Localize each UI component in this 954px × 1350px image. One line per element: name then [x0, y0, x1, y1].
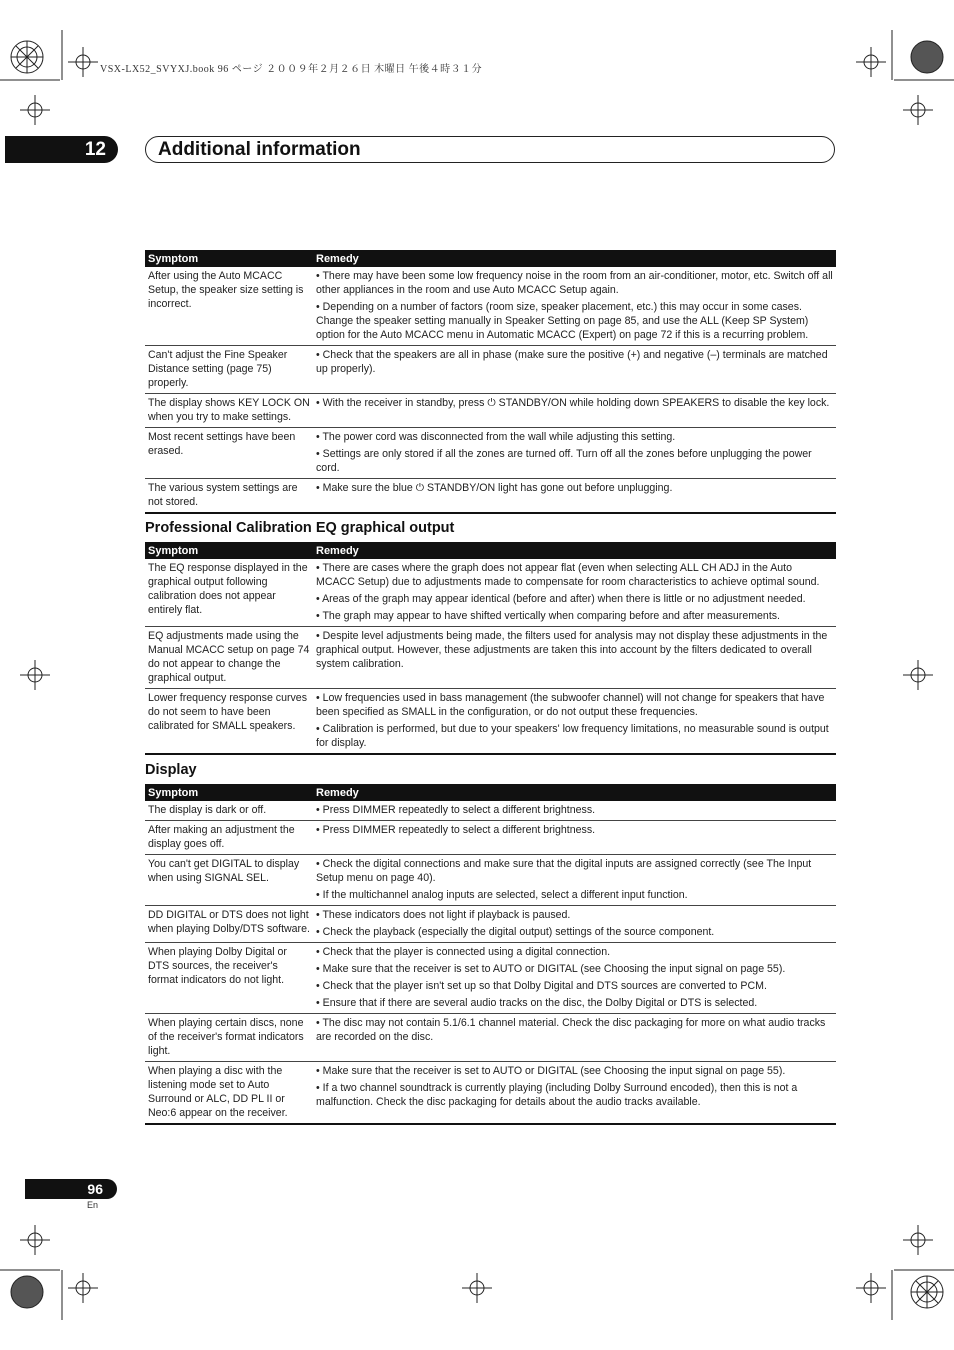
remedy-item: • Check that the player is connected using a digital connection.	[316, 946, 611, 958]
remedy-cell	[313, 689, 836, 755]
table-row	[145, 855, 836, 906]
remedy-item: • Make sure the blue ⏻ STANDBY/ON light has gone out before unplugging.	[316, 482, 673, 494]
symptom-header: Symptom	[145, 250, 313, 267]
remedy-item: • If the multichannel analog inputs are selected, select a different input function.	[316, 889, 688, 901]
symptom-header: Symptom	[145, 784, 313, 801]
symptom-cell: EQ adjustments made using the Manual MCACC setup on page 74 do not appear to change the graphical output.	[145, 627, 313, 689]
symptom-header: Symptom	[145, 542, 313, 559]
table-row	[145, 559, 836, 627]
symptom-cell: When playing certain discs, none of the receiver's format indicators light.	[145, 1014, 313, 1062]
remedy-item: • Ensure that if there are several audio tracks on the disc, the Dolby Digital or DTS is selected.	[316, 997, 758, 1009]
table-row	[145, 394, 836, 428]
remedy-item: • These indicators does not light if playback is paused.	[316, 909, 571, 921]
symptom-cell: Lower frequency response curves do not seem to have been calibrated for SMALL speakers.	[145, 689, 313, 755]
remedy-item: • The disc may not contain 5.1/6.1 channel material. Check the disc packaging for more on what audio tracks are recorded on the disc.	[316, 1017, 826, 1043]
remedy-item: • There are cases where the graph does not appear flat (even when selecting ALL CH ADJ in the Auto MCACC Setup) due to adjustments made to compensate for room characteristics to achieve optimal sound.	[316, 562, 820, 588]
section-title-eq-output: Professional Calibration EQ graphical output	[145, 520, 455, 536]
table-row	[145, 346, 836, 394]
symptom-cell: After using the Auto MCACC Setup, the speaker size setting is incorrect.	[145, 267, 313, 346]
remedy-header: Remedy	[313, 784, 836, 801]
symptom-cell: DD DIGITAL or DTS does not light when playing Dolby/DTS software.	[145, 906, 313, 943]
language-code: En	[87, 1200, 99, 1210]
remedy-cell	[313, 1062, 836, 1125]
symptom-cell: Most recent settings have been erased.	[145, 428, 313, 479]
remedy-item: • Depending on a number of factors (room size, speaker placement, etc.) this may occur in some cases. Change the speaker setting manually in Speaker Setting on page 85, and use the ALL (Keep SP System) option for the Auto MCACC menu in Automatic MCACC (Expert) on page 72 if this is a recurring problem.	[316, 301, 809, 341]
remedy-item: • Settings are only stored if all the zones are turned off. Turn off all the zones before unplugging the power cord.	[316, 448, 812, 474]
troubleshooting-table-display	[145, 784, 836, 1125]
remedy-item: • Make sure that the receiver is set to AUTO or DIGITAL (see Choosing the input signal on page 55).	[316, 963, 786, 975]
remedy-cell	[313, 627, 836, 689]
table-row	[145, 428, 836, 479]
remedy-cell	[313, 267, 836, 346]
remedy-cell	[313, 855, 836, 906]
symptom-cell: The various system settings are not stored.	[145, 479, 313, 514]
table-row	[145, 479, 836, 514]
table-row	[145, 1014, 836, 1062]
symptom-cell: The display is dark or off.	[145, 801, 313, 821]
symptom-cell: Can't adjust the Fine Speaker Distance setting (page 75) properly.	[145, 346, 313, 394]
remedy-cell	[313, 346, 836, 394]
remedy-cell	[313, 801, 836, 821]
remedy-item: • Despite level adjustments being made, the filters used for analysis may not display these adjustments in the graphical output. However, these adjustments are taken this into account by the filters dedicated to overall system calibration.	[316, 630, 828, 670]
remedy-item: • Areas of the graph may appear identical (before and after) when there is little or no adjustment needed.	[316, 593, 806, 605]
page-content	[145, 250, 836, 1125]
symptom-cell: When playing Dolby Digital or DTS sources, the receiver's format indicators do not light.	[145, 943, 313, 1014]
remedy-item: • Low frequencies used in bass management (the subwoofer channel) will not change for speakers that have been specified as SMALL in the configuration, or do not output these frequencies.	[316, 692, 825, 718]
remedy-header: Remedy	[313, 542, 836, 559]
remedy-cell	[313, 821, 836, 855]
table-row	[145, 1062, 836, 1125]
symptom-cell: You can't get DIGITAL to display when using SIGNAL SEL.	[145, 855, 313, 906]
remedy-item: • If a two channel soundtrack is currently playing (including Dolby Surround encoded), then this is not a malfunction. Check the disc packaging for details about the audio tracks available.	[316, 1082, 798, 1108]
table-row	[145, 906, 836, 943]
remedy-cell	[313, 559, 836, 627]
troubleshooting-table-general	[145, 250, 836, 514]
table-row	[145, 627, 836, 689]
chapter-title: Additional information	[145, 136, 835, 163]
remedy-item: • Press DIMMER repeatedly to select a different brightness.	[316, 824, 596, 836]
table-row	[145, 943, 836, 1014]
remedy-item: • Check the digital connections and make sure that the digital inputs are assigned correctly (see The Input Setup menu on page 40).	[316, 858, 812, 884]
chapter-number-tab: 12	[5, 136, 118, 163]
remedy-item: • Press DIMMER repeatedly to select a different brightness.	[316, 804, 596, 816]
remedy-cell	[313, 428, 836, 479]
remedy-cell	[313, 906, 836, 943]
symptom-cell: The display shows KEY LOCK ON when you try to make settings.	[145, 394, 313, 428]
page-number: 96	[25, 1179, 117, 1199]
remedy-item: • The power cord was disconnected from the wall while adjusting this setting.	[316, 431, 676, 443]
remedy-item: • Calibration is performed, but due to your speakers' low frequency limitations, no measurable sound is output for display.	[316, 723, 829, 749]
table-row	[145, 821, 836, 855]
symptom-cell: The EQ response displayed in the graphical output following calibration does not appear entirely flat.	[145, 559, 313, 627]
remedy-item: • With the receiver in standby, press ⏻ STANDBY/ON while holding down SPEAKERS to disable the key lock.	[316, 397, 830, 409]
section-title-display: Display	[145, 762, 197, 778]
remedy-item: • Check that the speakers are all in phase (make sure the positive (+) and negative (–) terminals are matched up properly).	[316, 349, 828, 375]
remedy-item: • Make sure that the receiver is set to AUTO or DIGITAL (see Choosing the input signal on page 55).	[316, 1065, 786, 1077]
remedy-cell	[313, 943, 836, 1014]
print-info-line: VSX-LX52_SVYXJ.book 96 ページ ２００９年２月２６日 木曜日 午後４時３１分	[100, 64, 483, 75]
table-row	[145, 801, 836, 821]
remedy-item: • Check that the player isn't set up so that Dolby Digital and DTS sources are converted to PCM.	[316, 980, 767, 992]
symptom-cell: When playing a disc with the listening mode set to Auto Surround or ALC, DD PL II or Neo:6 appear on the receiver.	[145, 1062, 313, 1125]
remedy-item: • The graph may appear to have shifted vertically when comparing before and after measurements.	[316, 610, 781, 622]
remedy-item: • Check the playback (especially the digital output) settings of the source component.	[316, 926, 715, 938]
remedy-cell	[313, 394, 836, 428]
table-row	[145, 267, 836, 346]
remedy-header: Remedy	[313, 250, 836, 267]
remedy-cell	[313, 479, 836, 514]
troubleshooting-table-eq-output	[145, 542, 836, 755]
remedy-cell	[313, 1014, 836, 1062]
symptom-cell: After making an adjustment the display goes off.	[145, 821, 313, 855]
table-row	[145, 689, 836, 755]
remedy-item: • There may have been some low frequency noise in the room from an air-conditioner, motor, etc. Switch off all other appliances in the room and use Auto MCACC Setup again.	[316, 270, 833, 296]
